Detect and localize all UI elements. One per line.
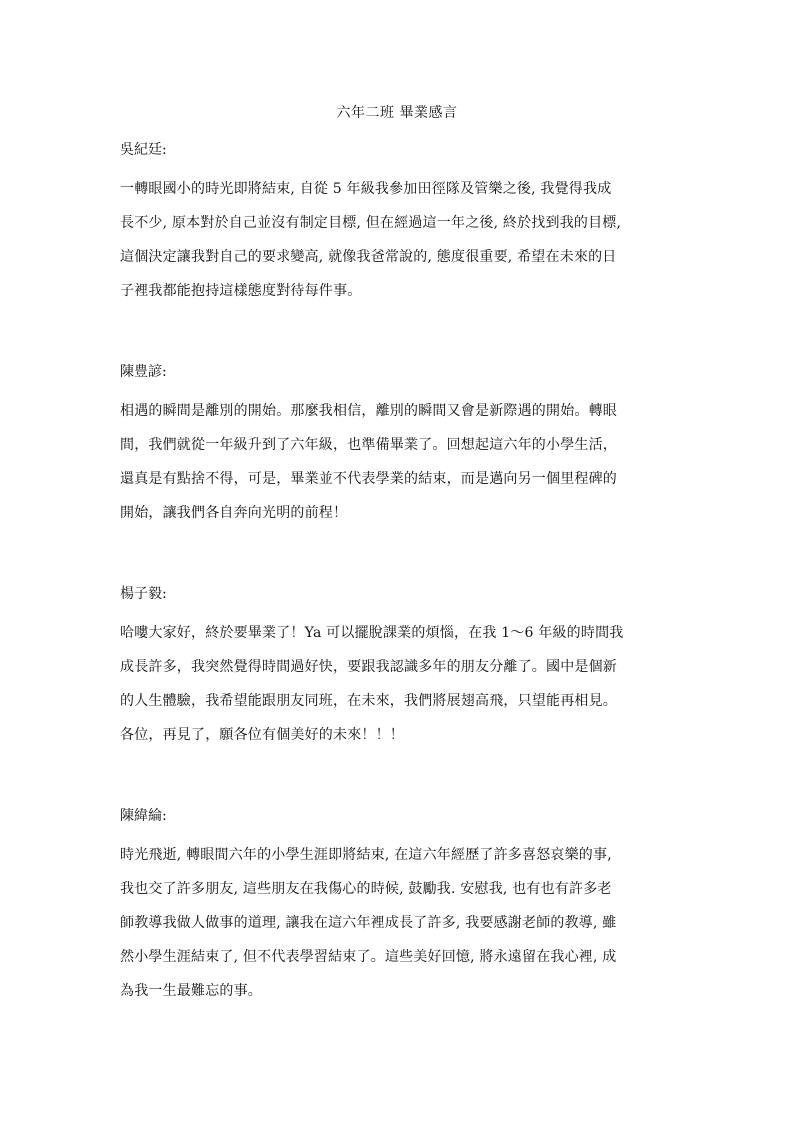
text-line: 哈嘍大家好，終於要畢業了！Ya 可以擺脫課業的煩惱，在我 1～6 年級的時間我 (120, 625, 624, 641)
paragraph (120, 838, 680, 1008)
text-line: 師教導我做人做事的道理, 讓我在這六年裡成長了許多, 我要感謝老師的教導, 雖 (120, 915, 617, 931)
text-line: 子裡我都能抱持這樣態度對待每件事。 (120, 283, 362, 299)
text-line: 時光飛逝, 轉眼間六年的小學生涯即將結束, 在這六年經歷了許多喜怒哀樂的事, (120, 847, 612, 863)
author-name: 陳緯綸: (120, 808, 167, 824)
document-body (120, 140, 680, 1008)
text-line: 這個決定讓我對自己的要求變高, 就像我爸常說的, 態度很重要, 希望在未來的日 (120, 249, 617, 265)
text-line: 一轉眼國小的時光即將結束, 自從 5 年級我參加田徑隊及管樂之後, 我覺得我成 (120, 181, 612, 197)
paragraph (120, 394, 680, 530)
author-name: 楊子毅: (120, 586, 167, 602)
author-name: 吳紀廷: (120, 142, 167, 158)
section-yang-ziyi (120, 584, 680, 752)
paragraph (120, 172, 680, 308)
paragraph (120, 616, 680, 752)
text-line: 為我一生最難忘的事。 (120, 983, 262, 999)
text-line: 開始，讓我們各自奔向光明的前程！ (120, 505, 348, 521)
section-chen-weilun (120, 806, 680, 1008)
text-line: 的人生體驗，我希望能跟朋友同班，在未來，我們將展翅高飛，只望能再相見。 (120, 693, 617, 709)
text-line: 還真是有點捨不得，可是，畢業並不代表學業的結束，而是邁向另一個里程碑的 (120, 471, 617, 487)
section-wu-jiting (120, 140, 680, 308)
document-title: 六年二班 畢業感言 (336, 105, 458, 121)
text-line: 成長許多，我突然覺得時間過好快，要跟我認識多年的朋友分離了。國中是個新 (120, 659, 617, 675)
text-line: 長不少, 原本對於自己並沒有制定目標, 但在經過這一年之後, 終於找到我的目標, (120, 215, 622, 231)
text-line: 然小學生涯結束了, 但不代表學習結束了。這些美好回憶, 將永遠留在我心裡, 成 (120, 949, 617, 965)
text-line: 我也交了許多朋友, 這些朋友在我傷心的時候, 鼓勵我. 安慰我, 也有也有許多老 (120, 881, 612, 897)
text-line: 各位，再見了，願各位有個美好的未來！！！ (120, 727, 404, 743)
text-line: 間，我們就從一年級升到了六年級，也準備畢業了。回想起這六年的小學生活， (120, 437, 617, 453)
author-name: 陳豊諺: (120, 364, 167, 380)
text-line: 相遇的瞬間是離別的開始。那麼我相信，離別的瞬間又會是新際遇的開始。轉眼 (120, 403, 617, 419)
section-chen-fengyan (120, 362, 680, 530)
